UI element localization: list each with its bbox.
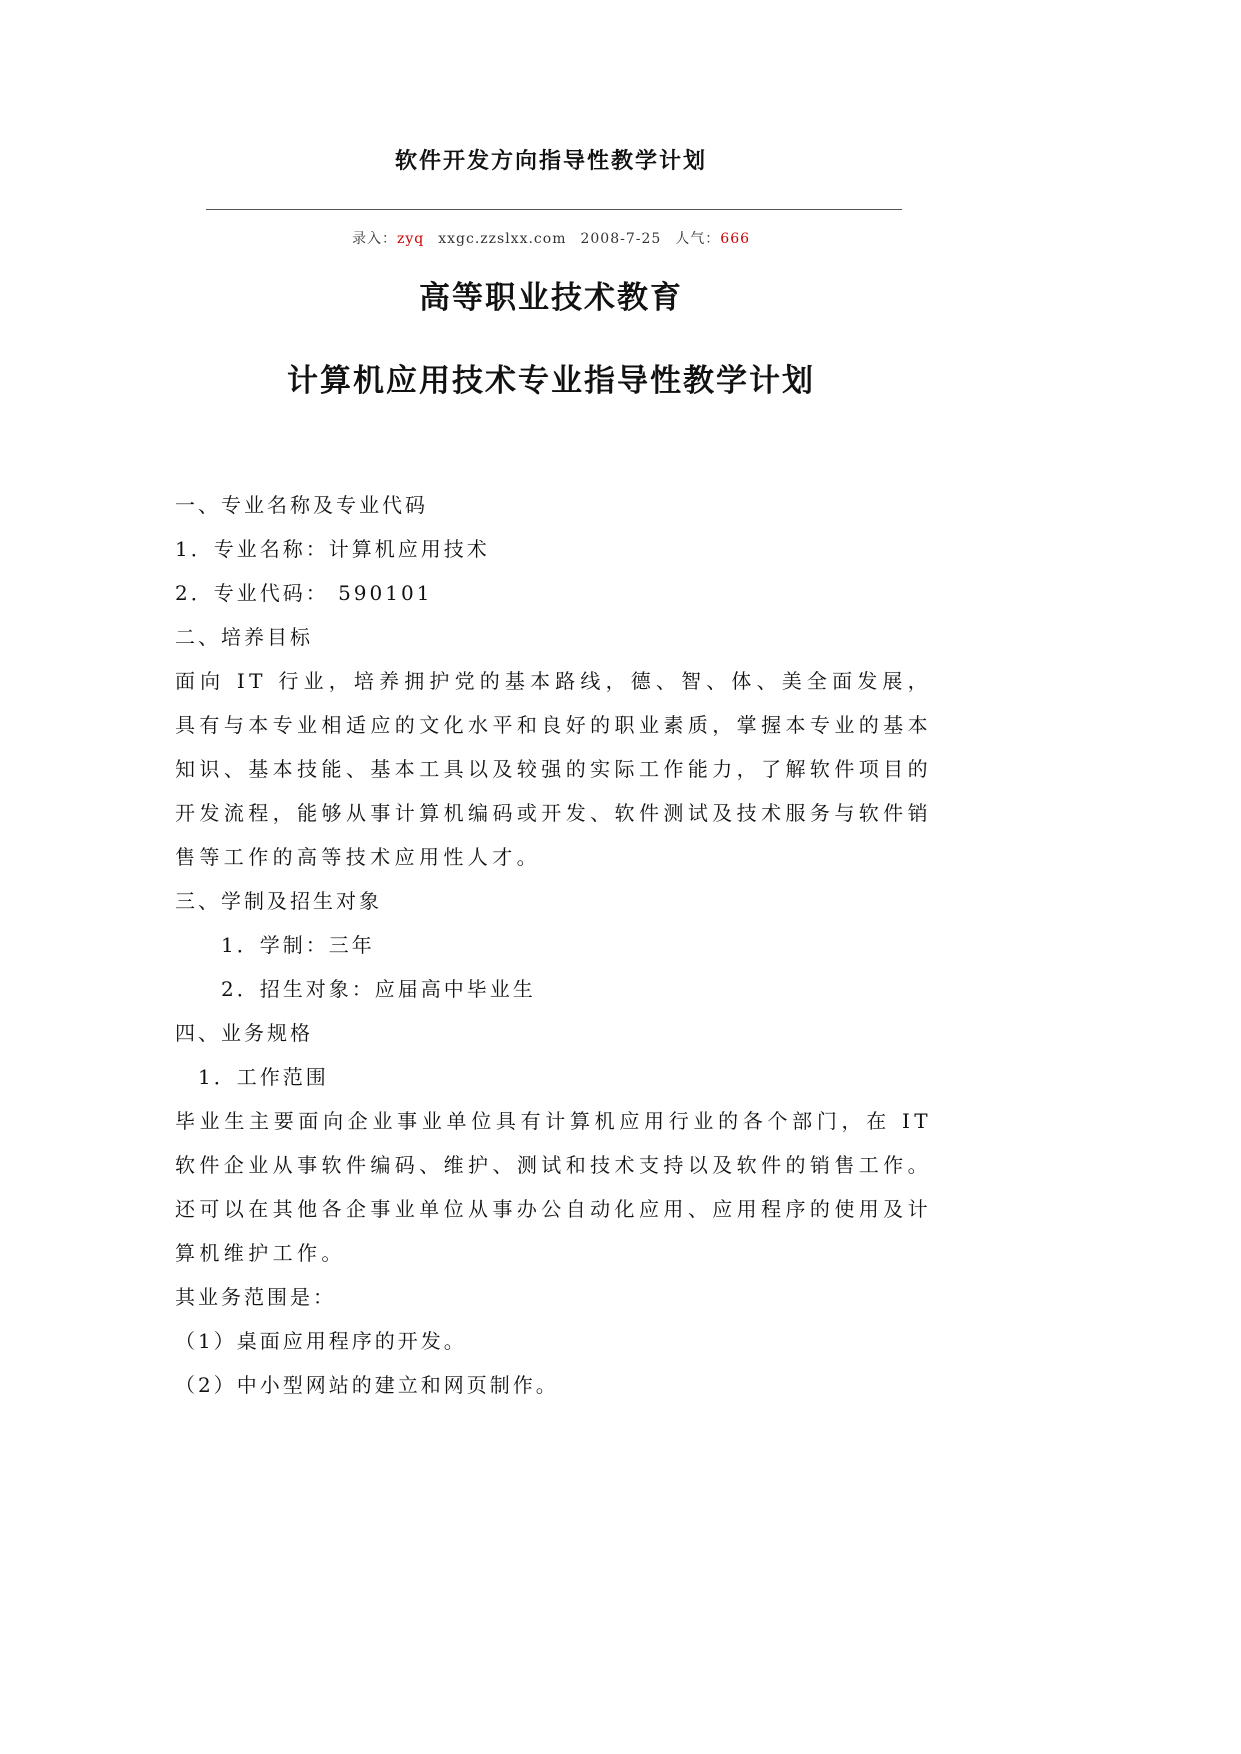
scope-item-website: （2）中小型网站的建立和网页制作。 bbox=[175, 1373, 559, 1397]
section-heading-objectives: 二、培养目标 bbox=[175, 625, 313, 649]
scope-intro: 其业务范围是： bbox=[175, 1285, 336, 1309]
enrollment-item: 2．招生对象：应届高中毕业生 bbox=[221, 977, 536, 1001]
document-body bbox=[175, 483, 932, 1407]
work-scope-paragraph: 毕业生主要面向企业事业单位具有计算机应用行业的各个部门，在 IT 软件企业从事软件编码、维护、测试和技术支持以及软件的销售工作。还可以在其他各企事业单位从事办公自动化应用、应用程序的使用及计算机维护工作。 bbox=[175, 1109, 932, 1265]
page-header-title: 软件开发方向指导性教学计划 bbox=[394, 149, 707, 174]
site-domain: xxgc.zzslxx.com bbox=[438, 231, 567, 247]
major-name-item: 1．专业名称：计算机应用技术 bbox=[175, 537, 490, 561]
section-heading-major-code: 一、专业名称及专业代码 bbox=[175, 493, 428, 517]
work-scope-subheading: 1．工作范围 bbox=[198, 1065, 329, 1089]
section-heading-specifications: 四、业务规格 bbox=[175, 1021, 313, 1045]
article-meta bbox=[0, 228, 1102, 250]
document-title-line2: 计算机应用技术专业指导性教学计划 bbox=[287, 363, 815, 399]
objectives-paragraph: 面向 IT 行业，培养拥护党的基本路线，德、智、体、美全面发展，具有与本专业相适应的文化水平和良好的职业素质，掌握本专业的基本知识、基本技能、基本工具以及较强的实际工作能力，了解软件项目的开发流程，能够从事计算机编码或开发、软件测试及技术服务与软件销售等工作的高等技术应用性人才。 bbox=[175, 669, 932, 869]
header-divider bbox=[206, 209, 902, 210]
views-count: 666 bbox=[720, 231, 751, 247]
publish-date: 2008-7-25 bbox=[580, 231, 662, 247]
scope-item-desktop: （1）桌面应用程序的开发。 bbox=[175, 1329, 467, 1353]
major-code-item: 2．专业代码： 590101 bbox=[175, 581, 433, 605]
section-heading-duration: 三、学制及招生对象 bbox=[175, 889, 382, 913]
entry-label: 录入： bbox=[351, 231, 397, 247]
document-title-line1: 高等职业技术教育 bbox=[419, 280, 683, 316]
duration-item: 1．学制：三年 bbox=[221, 933, 375, 957]
entry-user-link[interactable]: zyq bbox=[396, 231, 425, 247]
views-label: 人气： bbox=[675, 231, 721, 247]
